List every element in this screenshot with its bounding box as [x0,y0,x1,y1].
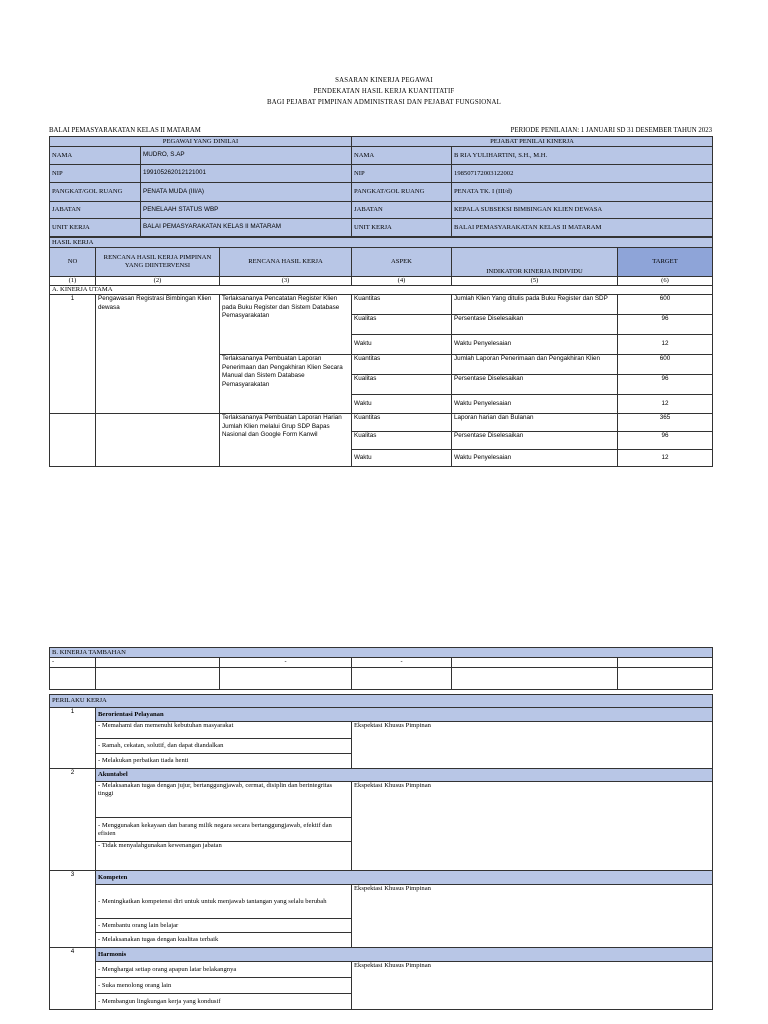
target: 600 [618,355,713,375]
pegawai-nip: 199105262012121001 [141,165,352,183]
aspek: Kuantitas [352,414,452,432]
aspek: Kualitas [352,315,452,335]
indikator: Persentase Diselesaikan [452,315,618,335]
pejabat-unit: BALAI PEMASYARAKATAN KELAS II MATARAM [452,219,713,237]
perilaku-point: - Memahami dan memenuhi kebutuhan masyarakat [96,722,352,739]
rhk-3: Terlaksananya Pembuatan Laporan Harian Jumlah Klien melalui Grup SDP Bapas Nasional dan Google Form Kanwil [220,414,352,467]
pejabat-unit-label: UNIT KERJA [352,219,452,237]
title-line-1: SASARAN KINERJA PEGAWAI [335,77,433,84]
perilaku-heading: PERILAKU KERJA [50,695,713,708]
perilaku-point: - Melaksanakan tugas dengan kualitas terbaik [96,933,352,948]
perilaku-title: Akuntabel [96,769,713,782]
num-6: (6) [618,277,713,286]
rhk-1: Terlaksananya Pencatatan Register Klien pada Buku Register dan Sistem Database Pemasyarakatan [220,295,352,355]
pegawai-pangkat-label: PANGKAT/GOL RUANG [50,183,141,202]
pejabat-nip: 198507172003122002 [452,165,713,183]
perilaku-no: 3 [50,871,96,948]
target: 96 [618,375,713,395]
perilaku-no: 4 [50,948,96,1010]
indikator: Waktu Penyelesaian [452,395,618,414]
perilaku-point: - Menghargai setiap orang apapun latar belakangnya [96,962,352,978]
num-2: (2) [96,277,220,286]
title-line-3: BAGI PEJABAT PIMPINAN ADMINISTRASI DAN PEJABAT FUNGSIONAL [267,99,501,106]
tambahan-dash: - [352,658,452,668]
perilaku-title: Berorientasi Pelayanan [96,708,713,722]
rhk-pimpinan: Pengawasan Registrasi Bimbingan Klien dewasa [96,295,220,414]
perilaku-point: - Suka menolong orang lain [96,978,352,994]
pejabat-heading: PEJABAT PENILAI KINERJA [352,137,713,147]
perilaku-no: 1 [50,708,96,769]
pegawai-nama: MUDRO, S.AP [141,147,352,165]
target: 12 [618,335,713,355]
aspek: Kuantitas [352,355,452,375]
perilaku-title: Harmonis [96,948,713,962]
kinerja-tambahan-heading: B. KINERJA TAMBAHAN [50,648,713,658]
pegawai-unit: BALAI PEMASYARAKATAN KELAS II MATARAM [141,219,352,237]
perilaku-no: 2 [50,769,96,871]
pejabat-jabatan-label: JABATAN [352,202,452,219]
pejabat-nama: B RIA YULIHARTINI, S.H., M.H. [452,147,713,165]
aspek: Waktu [352,395,452,414]
identity-table [49,136,713,237]
tambahan-dash: - [50,658,96,668]
title-line-2: PENDEKATAN HASIL KERJA KUANTITATIF [313,88,455,95]
indikator: Persentase Diselesaikan [452,432,618,450]
target: 365 [618,414,713,432]
col-rhk: RENCANA HASIL KERJA [220,248,352,277]
ekspektasi-khusus: Ekspektasi Khusus Pimpinan [352,722,713,769]
pejabat-jabatan: KEPALA SUBSEKSI BIMBINGAN KLIEN DEWASA [452,202,713,219]
col-no: NO [50,248,96,277]
ekspektasi-khusus: Ekspektasi Khusus Pimpinan [352,962,713,1010]
num-5: (5) [452,277,618,286]
hasil-kerja-table [49,237,713,467]
target: 12 [618,450,713,467]
perilaku-title: Kompeten [96,871,713,885]
col-indikator: INDIKATOR KINERJA INDIVIDU [452,248,618,277]
col-target: TARGET [618,248,713,277]
ekspektasi-khusus: Ekspektasi Khusus Pimpinan [352,782,713,871]
pegawai-pangkat: PENATA MUDA (III/A) [141,183,352,202]
tambahan-dash: - [220,658,352,668]
perilaku-point: - Tidak menyalahgunakan kewenangan jabatan [96,842,352,871]
pegawai-heading: PEGAWAI YANG DINILAI [50,137,352,147]
pejabat-nama-label: NAMA [352,147,452,165]
kinerja-utama-heading: A. KINERJA UTAMA [50,286,713,295]
pegawai-unit-label: UNIT KERJA [50,219,141,237]
perilaku-point: - Membangun lingkungan kerja yang kondusif [96,994,352,1010]
perilaku-point: - Meningkatkan kompetensi diri untuk untuk menjawab tantangan yang selalu berubah [96,885,352,919]
aspek: Kualitas [352,375,452,395]
num-3: (3) [220,277,352,286]
pegawai-nip-label: NIP [50,165,141,183]
indikator: Waktu Penyelesaian [452,450,618,467]
hasil-kerja-heading: HASIL KERJA [50,238,713,248]
header-row [49,127,712,136]
target: 96 [618,315,713,335]
pejabat-pangkat-label: PANGKAT/GOL RUANG [352,183,452,202]
aspek: Kualitas [352,432,452,450]
indikator: Jumlah Laporan Penerimaan dan Pengakhiran Klien [452,355,618,375]
aspek: Waktu [352,450,452,467]
unit-header: BALAI PEMASYARAKATAN KELAS II MATARAM [49,127,201,134]
ekspektasi-khusus: Ekspektasi Khusus Pimpinan [352,885,713,948]
aspek: Kuantitas [352,295,452,315]
perilaku-point: - Melaksanakan tugas dengan jujur, bertanggungjawab, cermat, disiplin dan berintegritas tinggi [96,782,352,818]
kinerja-tambahan-table [49,647,713,690]
pejabat-nip-label: NIP [352,165,452,183]
perilaku-point: - Ramah, cekatan, solutif, dan dapat diandalkan [96,739,352,754]
indikator: Persentase Diselesaikan [452,375,618,395]
col-rhk-pimpinan: RENCANA HASIL KERJA PIMPINAN YANG DIINTERVENSI [96,248,220,277]
pegawai-nama-label: NAMA [50,147,141,165]
perilaku-point: - Menggunakan kekayaan dan barang milik negara secara bertanggungjawab, efektif dan efisien [96,818,352,842]
aspek: Waktu [352,335,452,355]
indikator: Waktu Penyelesaian [452,335,618,355]
col-aspek: ASPEK [352,248,452,277]
num-4: (4) [352,277,452,286]
target: 600 [618,295,713,315]
document-title-block [0,75,768,108]
num-1: (1) [50,277,96,286]
perilaku-kerja-table [49,694,713,1010]
perilaku-point: - Melakukan perbaikan tiada henti [96,754,352,769]
indikator: Laporan harian dan Bulanan [452,414,618,432]
periode-penilaian: PERIODE PENILAIAN: 1 JANUARI SD 31 DESEMBER TAHUN 2023 [510,127,712,134]
row-no: 1 [50,295,96,414]
pegawai-jabatan-label: JABATAN [50,202,141,219]
indikator: Jumlah Klien Yang ditulis pada Buku Register dan SDP [452,295,618,315]
target: 96 [618,432,713,450]
rhk-2: Terlaksananya Pembuatan Laporan Penerimaan dan Pengakhiran Klien Secara Manual dan Sistem Database Pemasyarakatan [220,355,352,414]
perilaku-point: - Membantu orang lain belajar [96,919,352,933]
pegawai-jabatan: PENELAAH STATUS WBP [141,202,352,219]
target: 12 [618,395,713,414]
pejabat-pangkat: PENATA TK. I (III/d) [452,183,713,202]
